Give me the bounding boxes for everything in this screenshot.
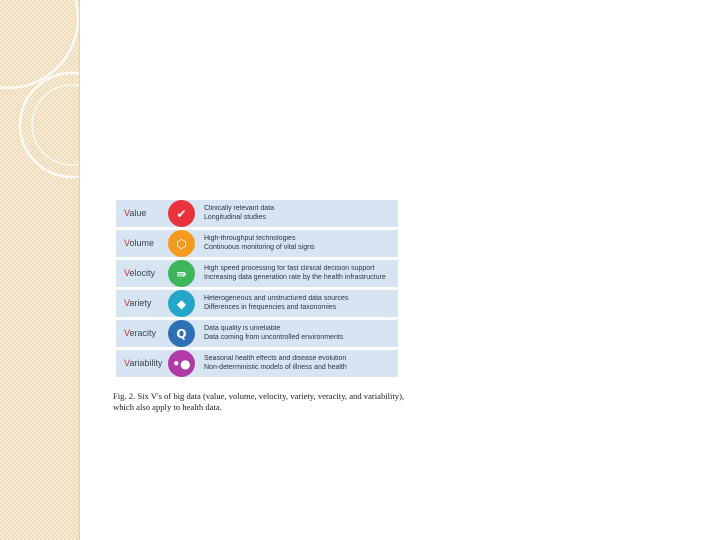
icon-glyph: ✔ <box>176 206 187 221</box>
description-line: Data quality is unreliable <box>204 325 281 332</box>
row-label-rest: ariability <box>129 358 163 368</box>
row-description <box>204 325 396 342</box>
row-label <box>124 350 162 377</box>
row-label-initial: V <box>124 328 130 338</box>
decorative-sidebar <box>0 0 80 540</box>
row-label-rest: eracity <box>129 328 157 338</box>
row-description <box>204 265 396 282</box>
description-line: Differences in frequencies and taxonomies <box>204 303 337 311</box>
row-label <box>124 290 151 317</box>
row-variability <box>116 350 398 377</box>
row-label-initial: V <box>124 358 130 368</box>
row-label-initial: V <box>124 208 130 218</box>
row-label-rest: ariety <box>129 298 152 308</box>
icon-glyph: ⇛ <box>176 266 187 281</box>
row-label-rest: alue <box>129 208 147 218</box>
icon-glyph: •● <box>172 356 191 371</box>
description-line: High-throughput technologies <box>204 235 296 242</box>
description-line: Heterogeneous and unstructured data sources <box>204 295 349 302</box>
checkmark-icon <box>168 200 195 227</box>
icon-glyph: Q <box>176 326 187 341</box>
arrows-icon <box>168 260 195 287</box>
row-description <box>204 355 396 372</box>
decorative-circles <box>0 0 79 200</box>
cube-icon <box>168 230 195 257</box>
magnifier-icon <box>168 320 195 347</box>
description-line: High speed processing for fast clinical decision support <box>204 265 375 272</box>
row-label-initial: V <box>124 238 130 248</box>
description-line: Clinically relevant data <box>204 205 275 212</box>
row-label-rest: elocity <box>129 268 156 278</box>
row-velocity <box>116 260 398 287</box>
icon-glyph: ⬡ <box>176 236 187 251</box>
dots-icon <box>168 350 195 377</box>
row-description <box>204 295 396 312</box>
description-line: Non-deterministic models of illness and health <box>204 363 347 371</box>
row-variety <box>116 290 398 317</box>
description-line: Data coming from uncontrolled environments <box>204 333 344 341</box>
row-label <box>124 230 154 257</box>
figure-caption: Fig. 2. Six V's of big data (value, volume, velocity, variety, veracity, and variability), which also apply to health data. <box>113 391 405 412</box>
row-volume <box>116 230 398 257</box>
row-label-initial: V <box>124 268 130 278</box>
row-description <box>204 235 396 252</box>
row-veracity <box>116 320 398 347</box>
row-label <box>124 200 146 227</box>
row-description <box>204 205 396 222</box>
description-line: Seasonal health effects and disease evolution <box>204 355 347 362</box>
row-label <box>124 260 155 287</box>
icon-glyph: ◆ <box>176 296 187 311</box>
row-value <box>116 200 398 227</box>
row-label <box>124 320 156 347</box>
shapes-icon <box>168 290 195 317</box>
row-label-initial: V <box>124 298 130 308</box>
description-line: Longitudinal studies <box>204 213 266 221</box>
description-line: Increasing data generation rate by the health infrastructure <box>204 273 386 281</box>
description-line: Continuous monitoring of vital signs <box>204 243 315 251</box>
row-label-rest: olume <box>129 238 155 248</box>
